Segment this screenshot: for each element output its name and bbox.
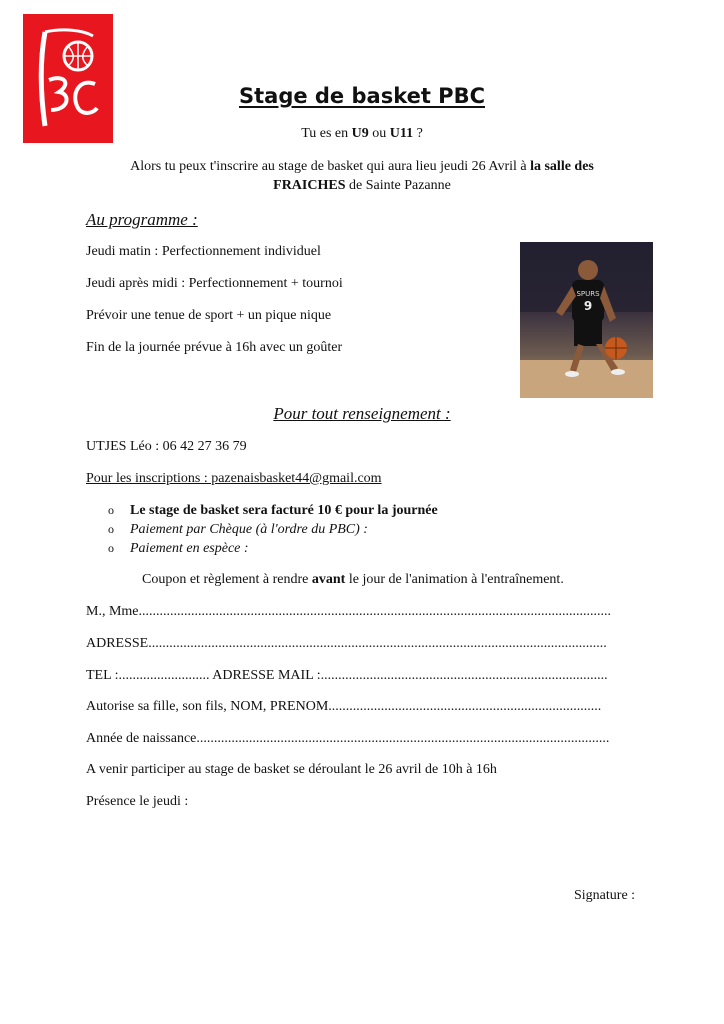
coupon-instruction: Coupon et règlement à rendre avant le jour de l'animation à l'entraînement. — [142, 572, 564, 587]
payment-list — [108, 501, 438, 558]
intro-line-1: Alors tu peux t'inscrire au stage de basket qui aura lieu jeudi 26 Avril à la salle des — [130, 159, 594, 174]
signature-label: Signature : — [574, 888, 636, 903]
list-item: o Le stage de basket sera facturé 10 € pour la journée — [108, 503, 438, 518]
list-item: o Paiement par Chèque (à l'ordre du PBC) : — [108, 522, 368, 537]
name-field[interactable]: M., Mme....................................................................................................................................... — [86, 604, 611, 619]
bullet-circle-icon: o — [108, 503, 114, 517]
svg-text:SPURS: SPURS — [576, 290, 600, 298]
contact-phone: UTJES Léo : 06 42 27 36 79 — [86, 439, 247, 454]
programme-heading: Au programme : — [86, 210, 198, 229]
bullet-circle-icon: o — [108, 522, 114, 536]
programme-item: Fin de la journée prévue à 16h avec un goûter — [86, 340, 343, 355]
contact-heading: Pour tout renseignement : — [273, 404, 451, 423]
address-field[interactable]: ADRESSE................................................................................................................................... — [86, 636, 607, 651]
bullet-circle-icon: o — [108, 541, 114, 555]
intro-line-2: FRAICHES de Sainte Pazanne — [273, 178, 451, 193]
presence-label: Présence le jeudi : — [86, 794, 189, 809]
svg-text:9: 9 — [583, 299, 593, 313]
birth-year-field[interactable]: Année de naissance...................................................................................................................... — [86, 731, 610, 746]
intro-question: Tu es en U9 ou U11 ? — [301, 126, 423, 141]
tel-email-field[interactable]: TEL :.......................... ADRESSE MAIL :.................................................................................. — [86, 668, 608, 683]
player-photo — [520, 242, 653, 398]
club-logo — [23, 14, 113, 143]
basketball-logo-icon — [23, 14, 113, 143]
programme-item: Jeudi matin : Perfectionnement individuel — [86, 244, 321, 259]
list-item: o Paiement en espèce : — [108, 541, 249, 556]
authorize-field[interactable]: Autorise sa fille, son fils, NOM, PRENOM.............................................................................. — [86, 699, 602, 714]
programme-item: Prévoir une tenue de sport + un pique nique — [86, 308, 332, 323]
programme-item: Jeudi après midi : Perfectionnement + tournoi — [86, 276, 343, 291]
page-title: Stage de basket PBC — [238, 84, 485, 108]
contact-email[interactable]: Pour les inscriptions : pazenaisbasket44@gmail.com — [86, 471, 382, 486]
venue-text: A venir participer au stage de basket se déroulant le 26 avril de 10h à 16h — [86, 762, 497, 777]
basketball-player-icon — [520, 242, 653, 398]
